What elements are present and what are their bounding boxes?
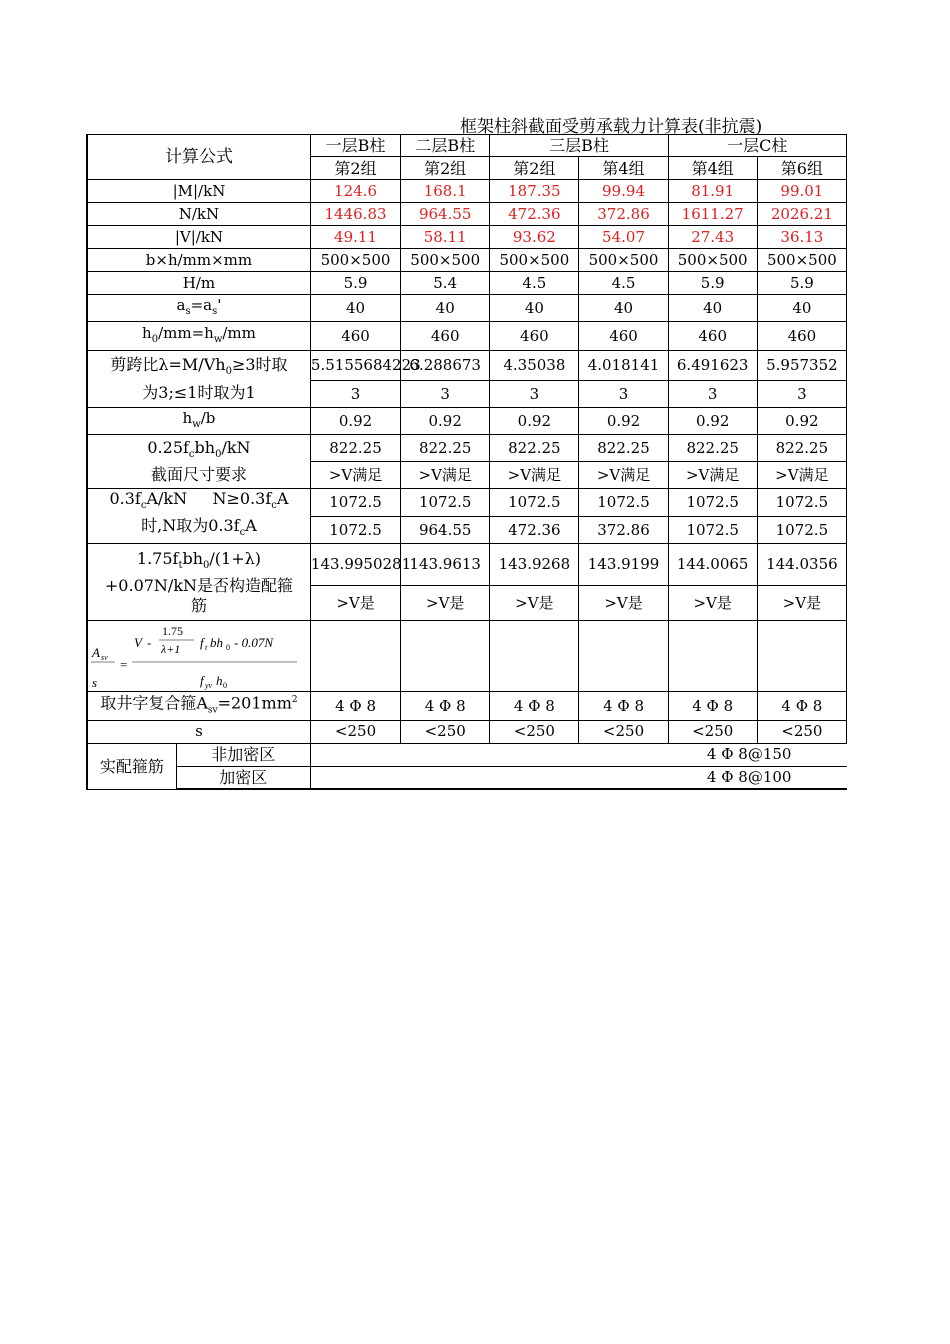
cell-value: 187.35 <box>490 180 579 203</box>
cell-value: 143.9950281 <box>310 544 400 586</box>
cell-value: 6.288673 <box>401 351 490 381</box>
row-label: $1.75f_tbh_0/(1+\lambda)$ +0.07N/kN是否构造配箍 筋 <box>87 544 310 621</box>
row-label: H/m <box>87 272 310 295</box>
row-shear <box>87 226 847 249</box>
cell-value: 1072.5 <box>490 489 579 517</box>
shear-capacity-table <box>86 134 847 790</box>
row-axial <box>87 203 847 226</box>
cell-value: 964.55 <box>401 203 490 226</box>
cell-value: 460 <box>579 322 668 351</box>
cell-value: 500×500 <box>757 249 846 272</box>
empty-cell <box>579 621 668 692</box>
group-header-4: 一层C柱 <box>668 135 846 157</box>
cell-value: 1072.5 <box>579 489 668 517</box>
cell-value: 40 <box>668 295 757 322</box>
cell-value: 0.92 <box>579 408 668 435</box>
cell-value: 144.0065 <box>668 544 757 586</box>
cell-value: 822.25 <box>401 435 490 462</box>
cell-value: 1072.5 <box>668 517 757 544</box>
formula-tail: - 0.07N <box>234 635 273 651</box>
row-stirrup-choice <box>87 692 847 721</box>
cell-value: 6.491623 <box>668 351 757 381</box>
formula-equals: = <box>120 657 128 673</box>
cell-value: 99.01 <box>757 180 846 203</box>
cell-value: 3 <box>757 381 846 408</box>
cell-value: 143.9268 <box>490 544 579 586</box>
cell-value: 4 Φ 8 <box>310 692 400 721</box>
row-label: 取井字复合箍$A_{sv}=201mm^2$ <box>87 692 310 721</box>
sub-header-4: 第4组 <box>579 157 668 180</box>
cell-value: >V是 <box>310 586 400 621</box>
dense-zone-label: 加密区 <box>176 766 310 789</box>
cell-value: 500×500 <box>668 249 757 272</box>
row-label: $0.25f_cbh_0/kN$ 截面尺寸要求 <box>87 435 310 489</box>
cell-value: >V满足 <box>579 462 668 489</box>
cell-value: <250 <box>668 720 757 743</box>
cell-value: 5.5155684223 <box>310 351 400 381</box>
formula-graphic <box>88 621 300 691</box>
cell-value: 1611.27 <box>668 203 757 226</box>
row-axial-limit <box>87 489 847 517</box>
cell-value: 822.25 <box>579 435 668 462</box>
cell-value: 1072.5 <box>310 517 400 544</box>
cell-value: >V满足 <box>757 462 846 489</box>
cell-value: 822.25 <box>310 435 400 462</box>
cell-value: >V满足 <box>401 462 490 489</box>
formula-minus: - <box>147 635 152 651</box>
cell-value: 4 Φ 8 <box>668 692 757 721</box>
cell-value: <250 <box>490 720 579 743</box>
formula-ft-sub: t <box>205 643 208 653</box>
sub-header-1: 第2组 <box>310 157 400 180</box>
cell-value: <250 <box>757 720 846 743</box>
row-label: $h_0/mm=h_w/mm$ <box>87 322 310 351</box>
cell-value: 1072.5 <box>310 489 400 517</box>
formula-fyv-sub: yv <box>205 681 213 691</box>
formula-h0-sub: 0 <box>223 681 227 691</box>
cell-value: 1072.5 <box>401 489 490 517</box>
non-dense-zone-value: 4 Φ 8@150 <box>310 743 846 766</box>
cell-value: 0.92 <box>757 408 846 435</box>
cell-value: 4 Φ 8 <box>490 692 579 721</box>
cell-value: 0.92 <box>668 408 757 435</box>
cell-value: 124.6 <box>310 180 400 203</box>
row-label: $0.3f_cA/kN$ $N\ge 0.3f_cA$ 时,N取为$0.3f_cA$ <box>87 489 310 544</box>
cell-value: 58.11 <box>401 226 490 249</box>
cell-value: 1446.83 <box>310 203 400 226</box>
row-label: |M|/kN <box>87 180 310 203</box>
cell-value: 5.4 <box>401 272 490 295</box>
cell-value: 5.9 <box>757 272 846 295</box>
cell-value: 81.91 <box>668 180 757 203</box>
formula-h0: h <box>216 673 223 689</box>
cell-value: >V是 <box>668 586 757 621</box>
cell-value: 2026.21 <box>757 203 846 226</box>
cell-value: 1072.5 <box>757 489 846 517</box>
cell-value: >V是 <box>757 586 846 621</box>
row-shear-span-ratio <box>87 351 847 381</box>
cell-value: 40 <box>579 295 668 322</box>
row-construct-check <box>87 544 847 586</box>
empty-cell <box>401 621 490 692</box>
cell-value: 0.92 <box>401 408 490 435</box>
empty-cell <box>310 621 400 692</box>
cell-value: 1072.5 <box>668 489 757 517</box>
cell-value: 36.13 <box>757 226 846 249</box>
row-label: b×h/mm×mm <box>87 249 310 272</box>
cell-value: >V是 <box>401 586 490 621</box>
cell-value: 822.25 <box>490 435 579 462</box>
cell-value: 40 <box>490 295 579 322</box>
header-row-groups <box>87 135 847 157</box>
formula-header: 计算公式 <box>87 135 310 180</box>
empty-cell <box>757 621 846 692</box>
cell-value: 49.11 <box>310 226 400 249</box>
cell-value: 5.9 <box>310 272 400 295</box>
cell-value: 3 <box>401 381 490 408</box>
cell-value: 4.018141 <box>579 351 668 381</box>
formula-bh-sub: 0 <box>226 643 230 653</box>
cell-value: 822.25 <box>757 435 846 462</box>
row-moment <box>87 180 847 203</box>
cell-value: 460 <box>490 322 579 351</box>
cell-value: 144.0356 <box>757 544 846 586</box>
cell-value: 372.86 <box>579 203 668 226</box>
cell-value: 0.92 <box>310 408 400 435</box>
row-effective-depth <box>87 322 847 351</box>
cell-value: 4 Φ 8 <box>579 692 668 721</box>
formula-bh: bh <box>210 635 223 651</box>
row-label: N/kN <box>87 203 310 226</box>
non-dense-zone-label: 非加密区 <box>176 743 310 766</box>
cell-value: 40 <box>310 295 400 322</box>
sub-header-3: 第2组 <box>490 157 579 180</box>
cell-value: 5.957352 <box>757 351 846 381</box>
cell-value: 460 <box>401 322 490 351</box>
cell-value: 27.43 <box>668 226 757 249</box>
page-title: 框架柱斜截面受剪承载力计算表(非抗震) <box>460 117 763 137</box>
formula-ft: f <box>200 635 204 651</box>
cell-value: 4.5 <box>579 272 668 295</box>
cell-value: 40 <box>401 295 490 322</box>
cell-value: 460 <box>310 322 400 351</box>
dense-zone-value: 4 Φ 8@100 <box>310 766 846 789</box>
formula-fyv: f <box>200 673 204 689</box>
cell-value: 460 <box>757 322 846 351</box>
row-section-size <box>87 249 847 272</box>
formula-frac-numerator: 1.75 <box>162 624 183 639</box>
cell-value: >V满足 <box>490 462 579 489</box>
cell-value: 1072.5 <box>757 517 846 544</box>
cell-value: 4 Φ 8 <box>401 692 490 721</box>
actual-stirrup-label: 实配箍筋 <box>87 743 176 789</box>
group-header-1: 一层B柱 <box>310 135 400 157</box>
cell-value: 168.1 <box>401 180 490 203</box>
cell-value: 3 <box>490 381 579 408</box>
row-hw-b <box>87 408 847 435</box>
cell-value: 4 Φ 8 <box>757 692 846 721</box>
cell-value: 40 <box>757 295 846 322</box>
sub-header-2: 第2组 <box>401 157 490 180</box>
row-label: $h_w/b$ <box>87 408 310 435</box>
cell-value: 143.9199 <box>579 544 668 586</box>
cell-value: >V是 <box>579 586 668 621</box>
cell-value: 3 <box>579 381 668 408</box>
row-label: 剪跨比$\lambda=M/Vh_0\ge 3$时取 为3;≤1时取为1 <box>87 351 310 408</box>
cell-value: >V满足 <box>310 462 400 489</box>
cell-value: 500×500 <box>490 249 579 272</box>
row-label: $a_s=a_s'$ <box>87 295 310 322</box>
cell-value: 99.94 <box>579 180 668 203</box>
formula-lhs-sub: sv <box>101 653 108 663</box>
cell-value: 964.55 <box>401 517 490 544</box>
row-label: s <box>87 720 310 743</box>
cell-value: 500×500 <box>401 249 490 272</box>
sub-header-6: 第6组 <box>757 157 846 180</box>
cell-value: <250 <box>579 720 668 743</box>
cell-value: <250 <box>310 720 400 743</box>
cell-value: 54.07 <box>579 226 668 249</box>
cell-value: 3 <box>668 381 757 408</box>
cell-value: 5.9 <box>668 272 757 295</box>
row-cover <box>87 295 847 322</box>
cell-value: 500×500 <box>579 249 668 272</box>
row-formula <box>87 621 847 692</box>
cell-value: 822.25 <box>668 435 757 462</box>
cell-value: 4.35038 <box>490 351 579 381</box>
empty-cell <box>668 621 757 692</box>
cell-value: >V是 <box>490 586 579 621</box>
cell-value: 472.36 <box>490 517 579 544</box>
stirrup-formula <box>87 621 310 692</box>
formula-frac-denominator: λ+1 <box>161 642 181 657</box>
formula-v: V <box>134 635 142 651</box>
cell-value: 372.86 <box>579 517 668 544</box>
formula-lhs-numerator: A <box>92 645 100 661</box>
cell-value: 472.36 <box>490 203 579 226</box>
sub-header-5: 第4组 <box>668 157 757 180</box>
empty-cell <box>490 621 579 692</box>
row-label: |V|/kN <box>87 226 310 249</box>
cell-value: >V满足 <box>668 462 757 489</box>
cell-value: 500×500 <box>310 249 400 272</box>
row-section-check <box>87 435 847 462</box>
group-header-2: 二层B柱 <box>401 135 490 157</box>
cell-value: 143.9613 <box>401 544 490 586</box>
cell-value: 460 <box>668 322 757 351</box>
row-actual-non-dense <box>87 743 847 766</box>
formula-lhs-denominator: s <box>92 675 98 691</box>
cell-value: 4.5 <box>490 272 579 295</box>
cell-value: 3 <box>310 381 400 408</box>
cell-value: 0.92 <box>490 408 579 435</box>
group-header-3: 三层B柱 <box>490 135 668 157</box>
row-height <box>87 272 847 295</box>
cell-value: <250 <box>401 720 490 743</box>
row-spacing <box>87 720 847 743</box>
cell-value: 93.62 <box>490 226 579 249</box>
row-actual-dense <box>87 766 847 789</box>
